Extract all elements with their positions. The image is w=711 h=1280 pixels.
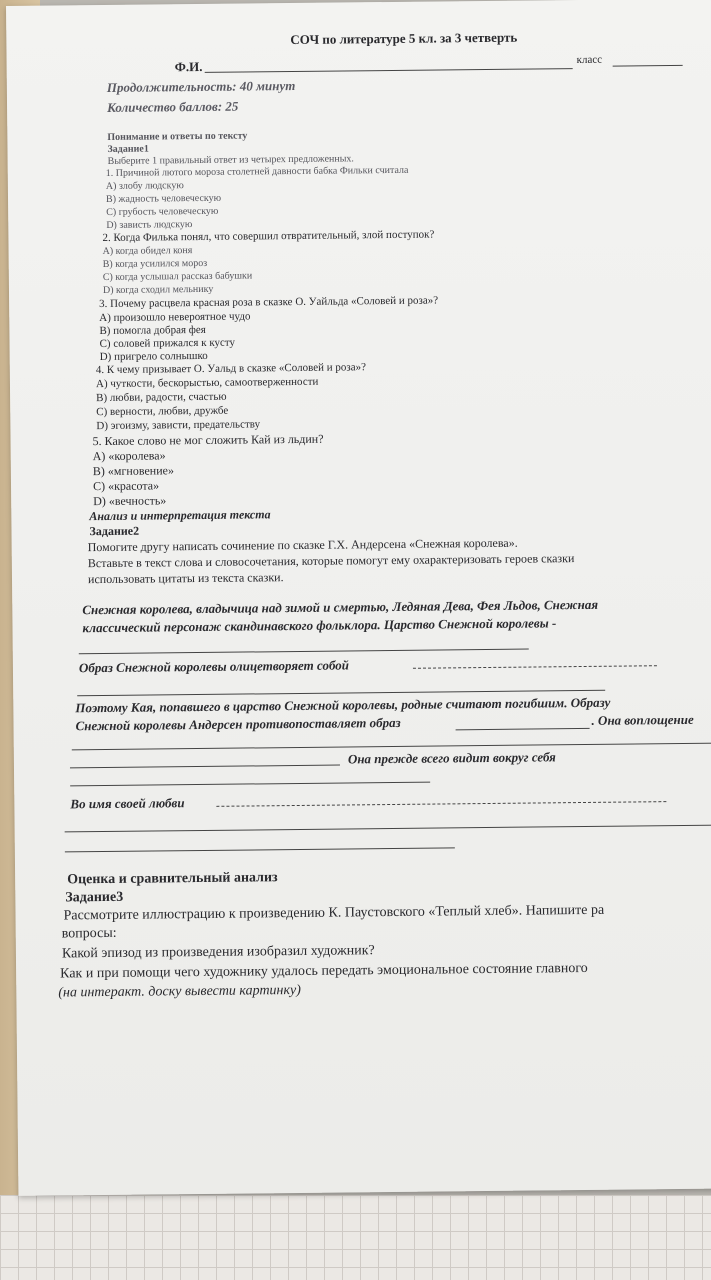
essay-blank-2[interactable]	[413, 665, 657, 669]
fio-field[interactable]	[205, 68, 573, 73]
question-3: 3. Почему расцвела красная роза в сказке О. Уайльда «Соловей и роза»?	[99, 294, 439, 311]
section2-heading: Анализ и интерпретация текста	[89, 507, 271, 524]
q2-option-c: C) когда услышал рассказ бабушки	[102, 270, 253, 284]
q2-option-a: A) когда обидел коня	[102, 245, 193, 258]
q3-option-c: C) соловей прижался к кусту	[99, 336, 236, 351]
q5-option-d: D) «вечность»	[93, 493, 167, 509]
essay-blank-8[interactable]	[216, 801, 666, 807]
essay-line-4: Образ Снежной королевы олицетворяет собой	[78, 657, 350, 676]
essay-line-7a: Снежной королевы Андерсен противопоставляет образ	[75, 714, 401, 734]
task2-text-3: использовать цитаты из текста сказки.	[87, 570, 284, 587]
essay-line-7b: . Она воплощение	[591, 711, 694, 728]
grid-paper-background	[0, 1195, 711, 1280]
question-4: 4. К чему призывает О. Уальд в сказке «Соловей и роза»?	[95, 361, 367, 377]
class-field[interactable]	[613, 65, 683, 67]
task3-text-2: вопросы:	[61, 925, 117, 942]
task3-question-1: Какой эпизод из произведения изобразил художник?	[61, 943, 375, 962]
points-text: Количество баллов: 25	[106, 98, 239, 115]
question-5: 5. Какое слово не мог сложить Кай из льдин?	[92, 431, 324, 449]
q4-option-b: B) любви, радости, счастью	[96, 390, 227, 405]
question-1: 1. Причиной лютого мороза столетней давности бабка Фильки считала	[105, 164, 409, 179]
essay-line-6: Поэтому Кая, попавшего в царство Снежной королевы, родные считают погибшим. Образу	[75, 694, 611, 716]
fio-label: Ф.И.	[174, 58, 203, 75]
task2-text-2: Вставьте в текст слова и словосочетания, которые помогут ему охарактеризовать героев сказки	[87, 551, 575, 571]
q5-option-b: B) «мгновение»	[92, 463, 174, 479]
task3-text-1: Рассмотрите иллюстрацию к произведению К. Паустовского «Теплый хлеб». Напишите ра	[63, 902, 605, 924]
essay-line-1: Снежная королева, владычица над зимой и смертью, Ледяная Дева, Фея Льдов, Снежная	[82, 596, 599, 618]
task2-label: Задание2	[89, 523, 140, 539]
task3-question-2: Как и при помощи чего художнику удалось передать эмоциональное состояние главного	[60, 960, 588, 982]
q3-option-d: D) пригрело солнышко	[99, 349, 208, 364]
q3-option-b: B) помогла добрая фея	[99, 323, 206, 338]
class-label: класс	[576, 53, 603, 67]
q5-option-a: A) «королева»	[92, 448, 166, 464]
task3-note: (на интеракт. доску вывести картинку)	[58, 982, 301, 1001]
task1-label: Задание1	[107, 143, 149, 155]
q1-option-d: D) зависть людскую	[106, 219, 193, 231]
essay-blank-7[interactable]	[70, 782, 430, 787]
essay-blank-5[interactable]	[72, 743, 711, 751]
q2-option-b: B) когда усилился мороз	[102, 257, 208, 271]
essay-line-11: Во имя своей любви	[70, 795, 185, 812]
essay-blank-9[interactable]	[65, 825, 711, 833]
essay-blank-1[interactable]	[79, 649, 529, 655]
essay-blank-4[interactable]	[456, 728, 590, 730]
essay-blank-6[interactable]	[70, 765, 340, 769]
task2-text-1: Помогите другу написать сочинение по сказке Г.Х. Андерсена «Снежная королева».	[87, 535, 518, 555]
exam-sheet	[6, 0, 711, 1196]
q4-option-d: D) эгоизму, зависти, предательству	[96, 418, 261, 433]
task1-instruction: Выберите 1 правильный ответ из четырех предложенных.	[107, 153, 354, 167]
section1-heading: Понимание и ответы по тексту	[107, 130, 248, 143]
q2-option-d: D) когда сходил мельнику	[102, 283, 214, 296]
q5-option-c: C) «красота»	[92, 478, 160, 494]
essay-blank-10[interactable]	[65, 847, 455, 852]
q4-option-a: A) чуткости, бескорыстью, самоотверженности	[95, 375, 319, 391]
q1-option-c: C) грубость человеческую	[106, 205, 219, 218]
task3-label: Задание3	[65, 889, 124, 906]
q3-option-a: A) произошло невероятное чудо	[99, 310, 251, 325]
page-title: СОЧ по литературе 5 кл. за 3 четверть	[290, 29, 518, 48]
q1-option-a: A) злобу людскую	[105, 180, 184, 192]
q1-option-b: B) жадность человеческую	[105, 192, 222, 205]
question-2: 2. Когда Филька понял, что совершил отвратительный, злой поступок?	[102, 228, 435, 245]
section3-heading: Оценка и сравнительный анализ	[67, 870, 278, 888]
duration-text: Продолжительность: 40 минут	[106, 77, 296, 95]
essay-line-9: Она прежде всего видит вокруг себя	[347, 749, 556, 767]
q4-option-c: C) верности, любви, дружбе	[96, 404, 229, 419]
essay-line-2: классический персонаж скандинавского фольклора. Царство Снежной королевы -	[82, 615, 557, 636]
